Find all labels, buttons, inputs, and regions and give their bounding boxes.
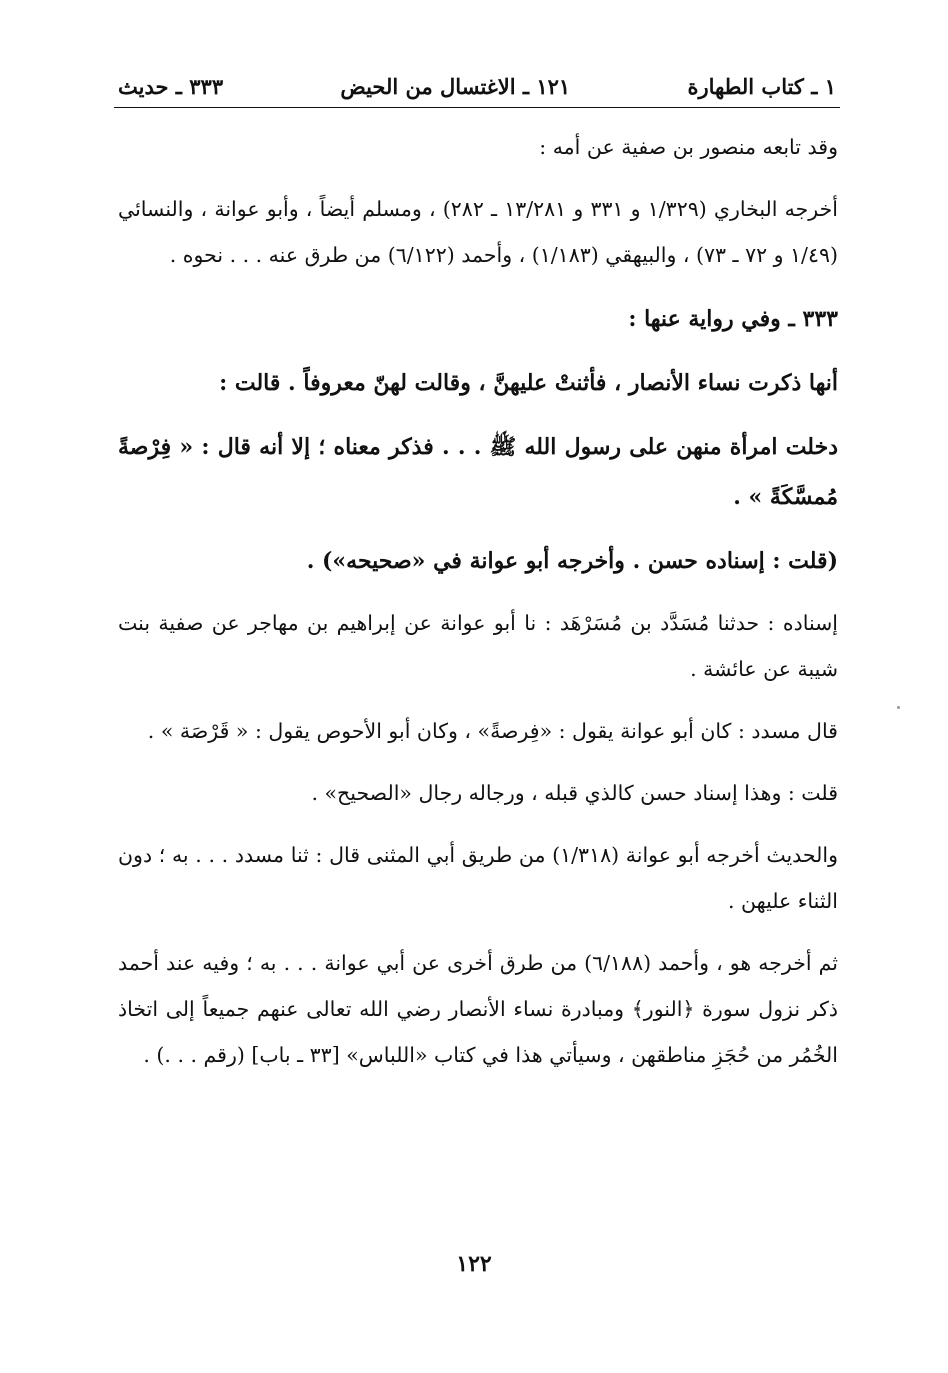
page-number: ١٢٢ bbox=[456, 1251, 492, 1277]
paragraph-isnad: إسناده : حدثنا مُسَدَّد بن مُسَرْهَد : نا أبو عوانة عن إبراهيم بن مهاجر عن صفية بنت شيبة عن عائشة . bbox=[118, 611, 838, 681]
grading-note: (قلت : إسناده حسن . وأخرجه أبو عوانة في «صحيحه») . bbox=[306, 548, 838, 574]
running-header bbox=[118, 66, 836, 106]
hadith-text-2: دخلت امرأة منهن على رسول الله ﷺ . . . فذكر معناه ؛ إلا أنه قال : « فِرْصةً مُمسَّكَةً » . bbox=[118, 434, 838, 510]
margin-mark bbox=[897, 706, 900, 709]
header-chapter-title: ١٢١ ـ الاغتسال من الحيض bbox=[340, 73, 571, 99]
paragraph-qultu: قلت : وهذا إسناد حسن كالذي قبله ، ورجاله رجال «الصحيح» . bbox=[311, 781, 838, 805]
header-hadith-number: ٣٣٣ ـ حديث bbox=[118, 73, 224, 99]
header-rule bbox=[114, 107, 840, 108]
page-body bbox=[118, 124, 838, 1094]
hadith-text-1: أنها ذكرت نساء الأنصار ، فأثنتْ عليهنَّ ، وقالت لهنّ معروفاً . قالت : bbox=[219, 370, 838, 396]
paragraph-hadith-source: والحديث أخرجه أبو عوانة (١/٣١٨) من طريق أبي المثنى قال : ثنا مسدد . . . به ؛ دون الثناء عليهن . bbox=[118, 843, 838, 913]
paragraph-takhrij: أخرجه البخاري (١/٣٢٩ و ٣٣١ و ١٣/٢٨١ ـ ٢٨٢) ، ومسلم أيضاً ، وأبو عوانة ، والنسائي (١/٤٩ و ٧٢ ـ ٧٣) ، والبيهقي (١/١٨٣) ، وأحمد (٦/١٢٢) من طرق عنه . . . نحوه . bbox=[118, 197, 838, 267]
paragraph-mutabaa: وقد تابعه منصور بن صفية عن أمه : bbox=[539, 135, 838, 159]
paragraph-musaddad: قال مسدد : كان أبو عوانة يقول : «فِرصةً» ، وكان أبو الأحوص يقول : « قَرْصَة » . bbox=[147, 719, 838, 743]
paragraph-further-takhrij: ثم أخرجه هو ، وأحمد (٦/١٨٨) من طرق أخرى عن أبي عوانة . . . به ؛ وفيه عند أحمد ذكر نزول سورة ﴿النور﴾ ومبادرة نساء الأنصار رضي الله تعالى عنهم جميعاً إلى اتخاذ الخُمُر من حُجَزِ مناطقهن ، وسيأتي هذا في كتاب «اللباس» [٣٣ ـ باب] (رقم . . .) . bbox=[118, 951, 839, 1067]
header-book-title: ١ ـ كتاب الطهارة bbox=[687, 73, 836, 99]
hadith-heading: ٣٣٣ ـ وفي رواية عنها : bbox=[628, 306, 838, 332]
